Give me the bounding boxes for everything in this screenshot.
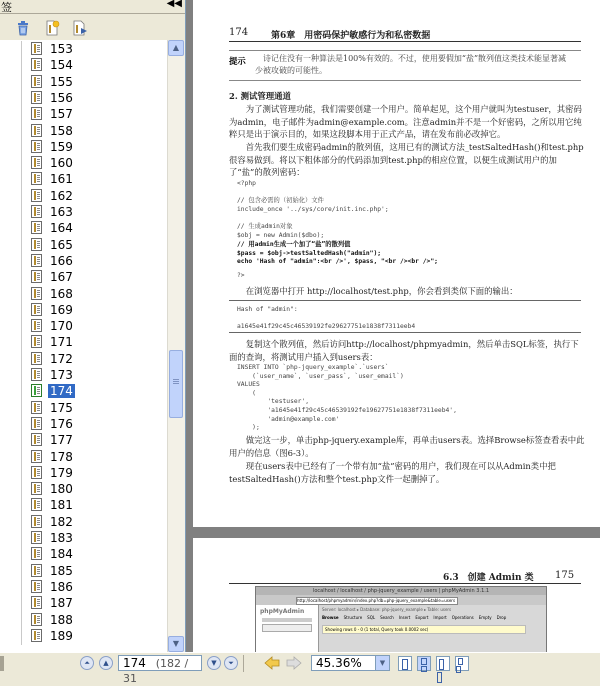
tree-line bbox=[21, 253, 22, 270]
tree-line bbox=[21, 628, 22, 645]
code-block-1-bold bbox=[237, 241, 438, 267]
tree-line bbox=[21, 123, 22, 140]
tree-line bbox=[21, 497, 22, 514]
bookmarks-panel bbox=[0, 0, 186, 652]
bookmark-item[interactable] bbox=[0, 302, 167, 318]
bookmark-page-icon bbox=[31, 498, 42, 511]
bookmark-item[interactable] bbox=[0, 74, 167, 90]
paragraph-6: 现在users表中已经有了一个带有加“盐”密码的用户，我们现在可以从Admin类中把testSaltedHash()方法和整个test.php文件一起删掉了。 bbox=[229, 461, 556, 484]
tree-line bbox=[21, 449, 22, 466]
bookmark-page-icon bbox=[31, 303, 42, 316]
tree-line bbox=[21, 595, 22, 612]
tree-line bbox=[21, 416, 22, 433]
current-page-input[interactable]: 174 bbox=[123, 656, 146, 670]
separator bbox=[243, 655, 244, 672]
bookmark-item[interactable] bbox=[0, 41, 167, 57]
bookmark-label: 156 bbox=[50, 90, 73, 105]
tree-line bbox=[21, 481, 22, 498]
tree-line bbox=[21, 286, 22, 303]
bookmark-label: 180 bbox=[50, 482, 73, 497]
code-block-1-end: ?> bbox=[237, 272, 245, 279]
bookmark-label: 172 bbox=[50, 351, 73, 366]
bookmark-options-icon[interactable] bbox=[72, 20, 88, 36]
bookmark-item[interactable] bbox=[0, 416, 167, 432]
bookmark-item[interactable] bbox=[0, 155, 167, 171]
tree-line bbox=[21, 220, 22, 237]
code-line: // 生成admin对象 bbox=[237, 222, 293, 230]
tree-line bbox=[21, 579, 22, 596]
tree-line bbox=[21, 383, 22, 400]
bookmark-label: 188 bbox=[50, 612, 73, 627]
bookmark-page-icon bbox=[31, 384, 42, 397]
next-page-button[interactable]: ▼ bbox=[207, 656, 221, 670]
code-line: 'admin@example.com' bbox=[237, 415, 340, 423]
panel-header bbox=[0, 0, 185, 14]
bookmark-label: 154 bbox=[50, 58, 73, 73]
tree-line bbox=[21, 546, 22, 563]
facing-view-icon[interactable] bbox=[436, 656, 450, 671]
scroll-up-button[interactable]: ▲ bbox=[168, 40, 184, 56]
code-line: $pass = $obj->testSaltedHash("admin"); bbox=[237, 249, 382, 257]
bookmark-item[interactable] bbox=[0, 514, 167, 530]
page-number: 175 bbox=[555, 570, 575, 581]
bookmark-page-icon bbox=[31, 189, 42, 202]
scroll-thumb[interactable] bbox=[169, 350, 183, 418]
tip-rule-top bbox=[229, 50, 581, 51]
code-line: echo 'Hash of "admin":<br />', $pass, "<br /><br />"; bbox=[237, 258, 438, 266]
bookmark-page-icon bbox=[31, 75, 42, 88]
bookmark-item[interactable] bbox=[0, 269, 167, 285]
bookmark-item[interactable] bbox=[0, 253, 167, 269]
bookmark-label: 162 bbox=[50, 188, 73, 203]
bookmark-label: 182 bbox=[50, 514, 73, 529]
bookmark-label: 166 bbox=[50, 253, 73, 268]
bookmark-item[interactable] bbox=[0, 497, 167, 513]
first-page-button[interactable]: ⏶ bbox=[80, 656, 94, 670]
zoom-field[interactable] bbox=[311, 655, 390, 671]
bookmark-page-icon bbox=[31, 580, 42, 593]
bookmark-label: 181 bbox=[50, 498, 73, 513]
bookmark-page-icon bbox=[31, 352, 42, 365]
bookmark-label: 183 bbox=[50, 531, 73, 545]
tree-line bbox=[21, 204, 22, 221]
tree-line bbox=[21, 318, 22, 335]
bookmark-list[interactable] bbox=[0, 40, 167, 652]
bookmark-label: 155 bbox=[50, 74, 73, 89]
pma-tab: SQL bbox=[367, 615, 376, 620]
bookmark-item[interactable] bbox=[0, 546, 167, 562]
panel-title: 签 bbox=[1, 1, 12, 14]
pma-logo: phpMyAdmin bbox=[260, 608, 305, 615]
bookmark-label: 170 bbox=[50, 319, 73, 334]
bookmark-item[interactable] bbox=[0, 57, 167, 73]
bookmark-page-icon bbox=[31, 140, 42, 153]
page-info: (182 / 31 bbox=[123, 657, 189, 685]
bookmark-label: 168 bbox=[50, 286, 73, 301]
bookmark-page-icon bbox=[31, 629, 42, 642]
zoom-value[interactable]: 45.36% bbox=[316, 656, 362, 670]
delete-icon[interactable] bbox=[15, 20, 31, 36]
bookmark-item[interactable] bbox=[0, 171, 167, 187]
code-line: Hash of "admin": bbox=[237, 306, 298, 313]
bookmark-label: 165 bbox=[50, 237, 73, 252]
pma-tab: Drop bbox=[496, 615, 507, 620]
browser-screenshot bbox=[255, 586, 547, 652]
bookmark-page-icon bbox=[31, 107, 42, 120]
tree-line bbox=[21, 334, 22, 351]
code-line bbox=[237, 214, 389, 223]
tree-line bbox=[21, 188, 22, 205]
bookmark-page-icon bbox=[31, 596, 42, 609]
bookmark-label: 187 bbox=[50, 596, 73, 611]
bookmark-label: 175 bbox=[50, 400, 73, 415]
pma-tab: Empty bbox=[478, 615, 492, 620]
paragraph-3: 在浏览器中打开 http://localhost/test.php，你会看到类似下面的输出： bbox=[229, 286, 518, 296]
code-line bbox=[237, 189, 389, 198]
pma-tab: Insert bbox=[398, 615, 411, 620]
code-line: ); bbox=[237, 424, 260, 432]
bookmark-item[interactable] bbox=[0, 612, 167, 628]
bookmark-scrollbar[interactable] bbox=[167, 40, 185, 652]
bookmark-page-icon bbox=[31, 238, 42, 251]
status-bar bbox=[0, 652, 600, 685]
code-line: INSERT INTO `php-jquery_example`.`users` bbox=[237, 364, 389, 371]
header-rule bbox=[229, 41, 581, 42]
tree-line bbox=[21, 57, 22, 74]
continuous-view-icon[interactable] bbox=[417, 656, 431, 671]
bookmark-page-icon bbox=[31, 482, 42, 495]
bookmark-label: 158 bbox=[50, 123, 73, 138]
bookmark-item[interactable] bbox=[0, 432, 167, 448]
code-line: (`user_name`, `user_pass`, `user_email`) bbox=[237, 372, 404, 380]
paragraph-4: 复制这个散列值，然后访问http://localhost/phpmyadmin，然后单击SQL标签，执行下面的查询，将测试用户插入到users表： bbox=[229, 339, 579, 362]
tree-line bbox=[21, 612, 22, 629]
code-line: // 包含必需的（初始化）文件 bbox=[237, 197, 324, 205]
tree-line bbox=[21, 400, 22, 417]
bookmark-page-icon bbox=[31, 156, 42, 169]
continuous-facing-view-icon[interactable] bbox=[455, 656, 469, 671]
bookmark-item[interactable] bbox=[0, 139, 167, 155]
bookmark-item[interactable] bbox=[0, 449, 167, 465]
bookmark-item[interactable] bbox=[0, 530, 167, 546]
bookmark-label: 179 bbox=[50, 465, 73, 480]
tree-line bbox=[21, 351, 22, 368]
bookmark-page-icon bbox=[31, 91, 42, 104]
bookmark-page-icon bbox=[31, 58, 42, 71]
tree-line bbox=[21, 269, 22, 286]
bookmark-item[interactable] bbox=[0, 318, 167, 334]
document-view[interactable] bbox=[186, 0, 600, 652]
bookmark-item[interactable] bbox=[0, 400, 167, 416]
bookmark-item[interactable] bbox=[0, 628, 167, 644]
tree-line bbox=[21, 237, 22, 254]
bookmark-page-icon bbox=[31, 287, 42, 300]
bookmark-page-icon bbox=[31, 466, 42, 479]
bookmark-label: 171 bbox=[50, 335, 73, 350]
page-number-field[interactable] bbox=[118, 655, 202, 685]
tree-line bbox=[21, 563, 22, 580]
bookmark-label: 167 bbox=[50, 270, 73, 285]
bookmark-page-icon bbox=[31, 205, 42, 218]
tree-line bbox=[21, 74, 22, 91]
pdf-page-174 bbox=[193, 0, 600, 527]
output-rule-top bbox=[229, 300, 581, 301]
tree-line bbox=[21, 530, 22, 547]
tip-rule-bottom bbox=[229, 80, 581, 81]
bookmark-label: 157 bbox=[50, 107, 73, 122]
bookmark-item[interactable] bbox=[0, 188, 167, 204]
pma-rows-info: Showing rows 0 - 0 (1 total, Query took 0.0002 sec) bbox=[322, 625, 526, 634]
pma-tab: Browse bbox=[322, 615, 339, 620]
pma-tab: Search bbox=[380, 615, 394, 620]
tree-line bbox=[21, 432, 22, 449]
bookmark-page-icon bbox=[31, 270, 42, 283]
bookmark-label: 164 bbox=[50, 221, 73, 236]
bookmark-item[interactable] bbox=[0, 123, 167, 139]
bookmark-label: 189 bbox=[50, 628, 73, 643]
bookmark-item[interactable] bbox=[0, 286, 167, 302]
code-line: VALUES bbox=[237, 381, 260, 389]
code-line: include_once '../sys/core/init.inc.php'; bbox=[237, 205, 389, 213]
bookmark-label: 177 bbox=[50, 433, 73, 448]
bookmark-item[interactable] bbox=[0, 334, 167, 350]
chevron-down-icon[interactable]: ▼ bbox=[375, 656, 389, 670]
bookmark-item[interactable] bbox=[0, 237, 167, 253]
tree-line bbox=[21, 514, 22, 531]
tip-label: 提示 bbox=[229, 56, 246, 66]
code-line bbox=[237, 315, 415, 324]
tree-line bbox=[21, 171, 22, 188]
bookmark-page-icon bbox=[31, 124, 42, 137]
bookmark-page-icon bbox=[31, 564, 42, 577]
bookmark-label: 173 bbox=[50, 368, 73, 382]
bookmark-item[interactable] bbox=[0, 90, 167, 106]
bookmark-page-icon bbox=[31, 450, 42, 463]
tree-line bbox=[21, 155, 22, 172]
bookmark-item[interactable] bbox=[0, 579, 167, 595]
tip-text: 诗记住没有一种算法是100%有效的。不过，使用要假加“盐”散列值这类技术能显著减少被攻破的可能性。 bbox=[255, 54, 567, 75]
bookmark-page-icon bbox=[31, 401, 42, 414]
tree-line bbox=[21, 90, 22, 107]
paragraph-1: 为了测试管理功能，我们需要创建一个用户。简单起见，这个用户就叫为testuser，其密码为admin，电子邮件为admin@example.com。注意admin并不是一个好密码，之所以用它纯粹只是出于演示目的，如果这段脚本用于正式产品，请在发布前必改掉它。 bbox=[229, 104, 582, 139]
paragraph-5: 做完这一步，单击php-jquery.example库，再单击users表。选择Browse标签查看表中此用户的信息（图6-3）。 bbox=[229, 435, 585, 458]
bookmark-label: 176 bbox=[50, 416, 73, 431]
bookmark-item[interactable] bbox=[0, 220, 167, 236]
pma-breadcrumb: Server: localhost ▸ Database: php-jquery_example ▸ Table: users bbox=[322, 607, 452, 612]
pma-sidebar bbox=[256, 605, 319, 652]
pdf-page-175 bbox=[193, 538, 600, 652]
forward-arrow-icon[interactable] bbox=[286, 656, 302, 670]
code-line: 'testuser', bbox=[237, 398, 310, 406]
scroll-down-button[interactable]: ▼ bbox=[168, 636, 184, 652]
bookmark-page-icon bbox=[31, 221, 42, 234]
tree-line bbox=[21, 367, 22, 384]
bookmark-page-icon bbox=[31, 368, 42, 381]
bookmark-label: 163 bbox=[50, 205, 73, 219]
bookmark-label: 169 bbox=[50, 302, 73, 317]
code-block-2 bbox=[237, 364, 457, 433]
section-heading: 2. 测试管理通道 bbox=[229, 91, 291, 101]
bookmark-page-icon bbox=[31, 417, 42, 430]
tree-line bbox=[21, 465, 22, 482]
pma-tab: Import bbox=[433, 615, 447, 620]
bookmark-page-icon bbox=[31, 172, 42, 185]
bookmark-item[interactable] bbox=[0, 563, 167, 579]
code-line: ( bbox=[237, 389, 256, 397]
bookmark-page-icon bbox=[31, 515, 42, 528]
new-bookmark-icon[interactable] bbox=[44, 20, 60, 36]
bookmark-label: 184 bbox=[50, 547, 73, 562]
bookmark-page-icon bbox=[31, 613, 42, 626]
bookmark-label: 159 bbox=[50, 139, 73, 154]
browser-url: http://localhost/phpmyadmin/index.php?db=php-jquery_example&table=users bbox=[296, 597, 458, 605]
bookmark-label: 185 bbox=[50, 563, 73, 578]
bookmark-page-icon bbox=[31, 531, 42, 544]
bookmark-item[interactable] bbox=[0, 481, 167, 497]
bookmark-page-icon bbox=[31, 42, 42, 55]
back-arrow-icon[interactable] bbox=[264, 656, 280, 670]
bookmark-item[interactable] bbox=[0, 595, 167, 611]
pma-tab: Structure bbox=[343, 615, 363, 620]
browser-toolbar bbox=[256, 595, 546, 605]
pma-tabs bbox=[322, 615, 544, 622]
single-page-view-icon[interactable] bbox=[398, 656, 412, 671]
code-line: // 用admin生成一个加了“盐”的散列值 bbox=[237, 241, 351, 248]
browser-title: localhost / localhost / php-jquery_example / users | phpMyAdmin 3.1.1 bbox=[256, 587, 546, 595]
code-line: a1645e41f29c45c46539192fe29627751e1838f7311eeb4 bbox=[237, 323, 416, 331]
status-grip bbox=[0, 656, 4, 671]
bookmark-page-icon bbox=[31, 335, 42, 348]
page-number: 174 bbox=[229, 27, 249, 38]
bookmark-item[interactable] bbox=[0, 465, 167, 481]
tree-line bbox=[21, 106, 22, 123]
bookmark-page-icon bbox=[31, 433, 42, 446]
tree-line bbox=[21, 139, 22, 156]
bookmark-label: 186 bbox=[50, 579, 73, 594]
tree-line bbox=[21, 302, 22, 319]
previous-page-button[interactable]: ▲ bbox=[99, 656, 113, 670]
output-rule-bottom bbox=[229, 332, 581, 333]
bookmark-item[interactable] bbox=[0, 106, 167, 122]
code-line: $obj = new Admin($dbo); bbox=[237, 231, 325, 239]
bookmark-item[interactable] bbox=[0, 351, 167, 367]
bookmark-label: 178 bbox=[50, 449, 73, 464]
bookmark-item[interactable] bbox=[0, 367, 167, 383]
code-line: <?php bbox=[237, 180, 256, 187]
bookmark-label: 153 bbox=[50, 42, 73, 56]
bookmark-item[interactable] bbox=[0, 383, 167, 399]
bookmark-item[interactable] bbox=[0, 204, 167, 220]
bookmark-page-icon bbox=[31, 254, 42, 267]
pma-tab: Operations bbox=[451, 615, 474, 620]
section-title: 6.3 创建 Admin 类 bbox=[443, 573, 534, 583]
bookmark-label: 161 bbox=[50, 172, 73, 187]
bookmark-page-icon bbox=[31, 319, 42, 332]
paragraph-2: 首先我们要生成密码admin的散列值，这用已有的测试方法_testSaltedHash()和test.php很容易做到。将以下粗体部分的代码添加到test.php的相应位置，以便生成测试用户的加了“盐”的散列密码： bbox=[229, 142, 584, 177]
bookmark-label: 160 bbox=[50, 156, 73, 171]
chapter-header: 第6章 用密码保护敏感行为和私密数据 bbox=[271, 31, 431, 41]
last-page-button[interactable]: ⏷ bbox=[224, 656, 238, 670]
bookmark-page-icon bbox=[31, 547, 42, 560]
code-line: 'a1645e41f29c45c46539192fe19627751e1838f7311eeb4', bbox=[237, 406, 457, 414]
bookmarks-toolbar bbox=[0, 14, 185, 40]
double-left-arrow-icon[interactable]: ◀◀ bbox=[166, 0, 182, 9]
header-rule bbox=[229, 583, 581, 584]
code-block-1 bbox=[237, 180, 389, 240]
bookmark-label: 174 bbox=[50, 384, 73, 399]
pma-tab: Export bbox=[415, 615, 429, 620]
tree-line bbox=[21, 41, 22, 58]
output-block bbox=[237, 306, 415, 332]
